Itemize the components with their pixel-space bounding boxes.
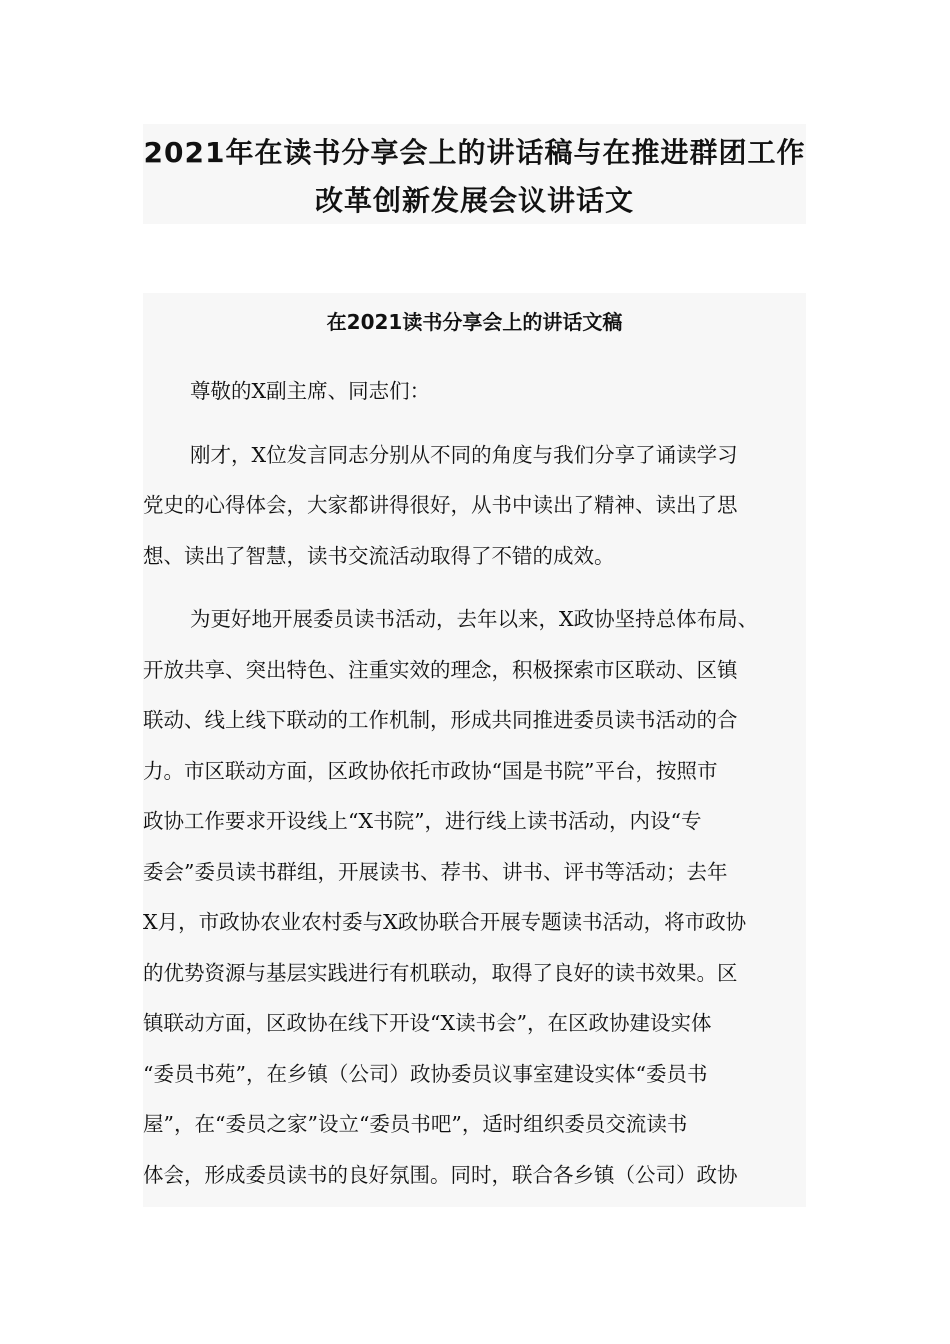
paragraph-line: 政协工作要求开设线上“X书院”，进行线上读书活动，内设“专 [143, 809, 702, 833]
paragraph-line: 屋”，在“委员之家”设立“委员书吧”，适时组织委员交流读书 [143, 1112, 688, 1136]
paragraph-line: 力。市区联动方面，区政协依托市政协“国是书院”平台，按照市 [143, 758, 718, 783]
paragraph-line: 党史的心得体会，大家都讲得很好，从书中读出了精神、读出了思 [143, 493, 738, 517]
paragraph-line: 刚才，X位发言同志分别从不同的角度与我们分享了诵读学习 [190, 442, 738, 467]
paragraph-line: “委员书苑”，在乡镇（公司）政协委员议事室建设实体“委员书 [143, 1061, 708, 1086]
paragraph-1 [143, 430, 806, 582]
paragraph-line: 的优势资源与基层实践进行有机联动，取得了良好的读书效果。区 [143, 960, 738, 985]
title-line-2: 改革创新发展会议讲话文 [314, 184, 634, 217]
title-line-1: 2021年在读书分享会上的讲话稿与在推进群团工作 [143, 136, 806, 169]
paragraph-line: 开放共享、突出特色、注重实效的理念，积极探索市区联动、区镇 [143, 657, 738, 682]
paragraph-2 [143, 594, 806, 1200]
paragraph-line: 委会”委员读书群组，开展读书、荐书、讲书、评书等活动；去年 [143, 859, 728, 884]
greeting: 尊敬的X副主席、同志们： [190, 379, 431, 403]
document-body [143, 293, 806, 1207]
paragraph-line: X月，市政协农业农村委与X政协联合开展专题读书活动，将市政协 [143, 910, 747, 934]
paragraph-line: 体会，形成委员读书的良好氛围。同时，联合各乡镇（公司）政协 [143, 1162, 738, 1187]
paragraph-line: 想、读出了智慧，读书交流活动取得了不错的成效。 [143, 543, 615, 568]
paragraph-line: 镇联动方面，区政协在线下开设“X读书会”，在区政协建设实体 [143, 1011, 712, 1035]
document-title [143, 124, 806, 224]
paragraph-line: 联动、线上线下联动的工作机制，形成共同推进委员读书活动的合 [143, 708, 738, 732]
paragraph-line: 为更好地开展委员读书活动，去年以来，X政协坚持总体布局、 [190, 607, 759, 631]
section-heading: 在2021读书分享会上的讲话文稿 [326, 310, 623, 334]
